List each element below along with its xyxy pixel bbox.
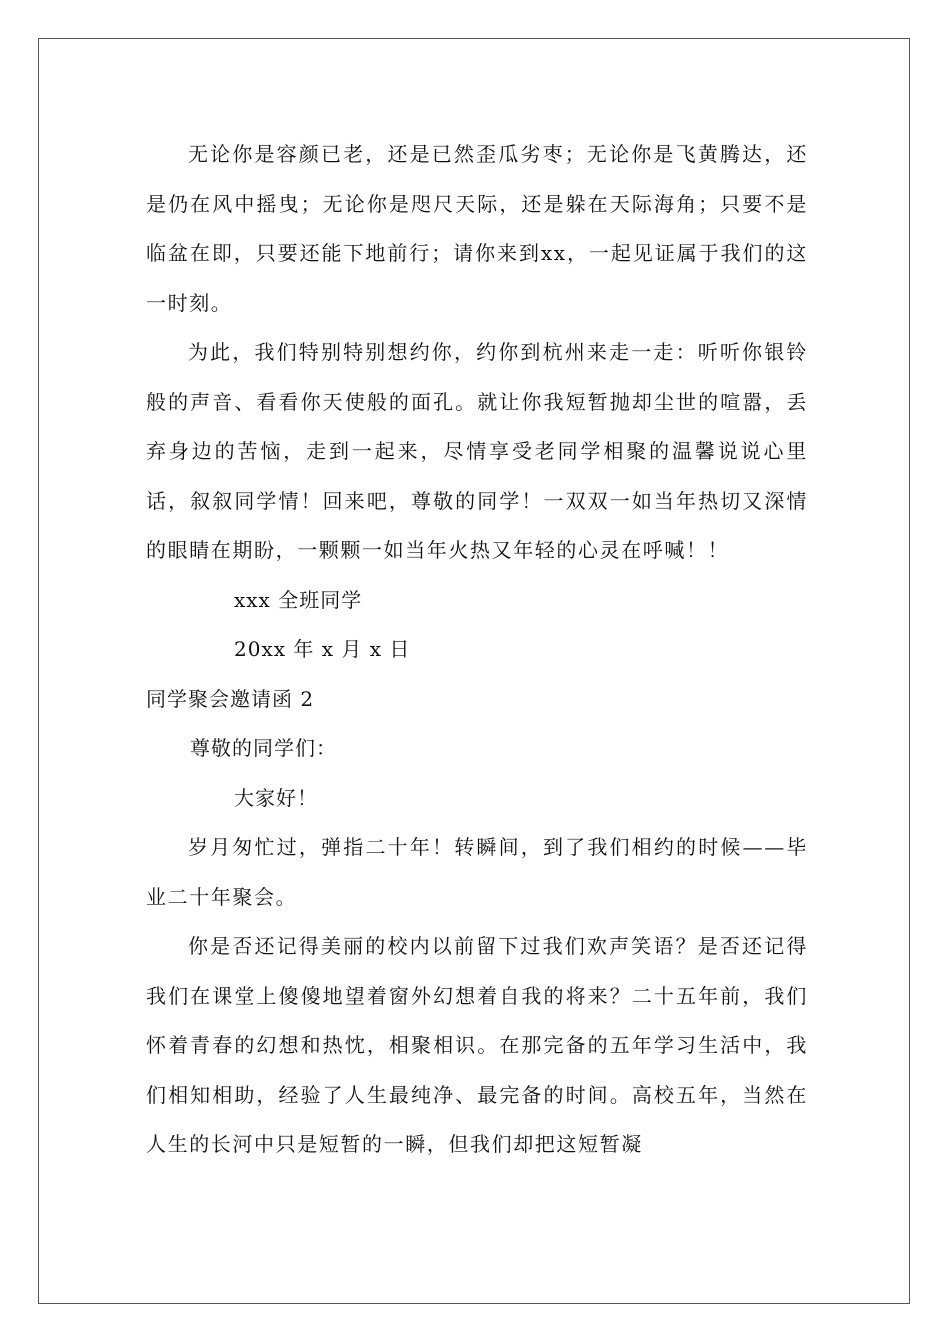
salutation: 尊敬的同学们：: [190, 736, 337, 760]
paragraph-1: 无论你是容颜已老，还是已然歪瓜劣枣；无论你是飞黄腾达，还是仍在风中摇曳；无论你是咫尺天际，还是躲在天际海角；只要不是临盆在即，只要还能下地前行；请你来到xx，一起见证属于我们的这一时刻。: [146, 142, 808, 315]
greeting: 大家好！: [234, 785, 318, 810]
signature: xxx 全班同学: [234, 587, 363, 612]
paragraph-2: 为此，我们特别特别想约你，约你到杭州来走一走：听听你银铃般的声音、看看你天使般的面孔。就让你我短暂抛却尘世的喧嚣，丢弃身边的苦恼，走到一起来，尽情享受老同学相聚的温馨说说心里话，叙叙同学情！回来吧，尊敬的同学！一双双一如当年热切又深情的眼睛在期盼，一颗颗一如当年火热又年轻的心灵在呼喊！！: [146, 340, 808, 562]
document-body: [146, 130, 808, 1170]
paragraph-4: 你是否还记得美丽的校内以前留下过我们欢声笑语？是否还记得我们在课堂上傻傻地望着窗外幻想着自我的将来？二十五年前，我们怀着青春的幻想和热忱，相聚相识。在那完备的五年学习生活中，我们相知相助，经验了人生最纯净、最完备的时间。高校五年，当然在人生的长河中只是短暂的一瞬，但我们却把这短暂凝: [146, 934, 808, 1156]
paragraph-3: 岁月匆忙过，弹指二十年！转瞬间，到了我们相约的时候——毕业二十年聚会。: [146, 835, 808, 909]
date: 20xx 年 x 月 x 日: [234, 637, 411, 661]
section-title: 同学聚会邀请函 2: [146, 686, 315, 711]
